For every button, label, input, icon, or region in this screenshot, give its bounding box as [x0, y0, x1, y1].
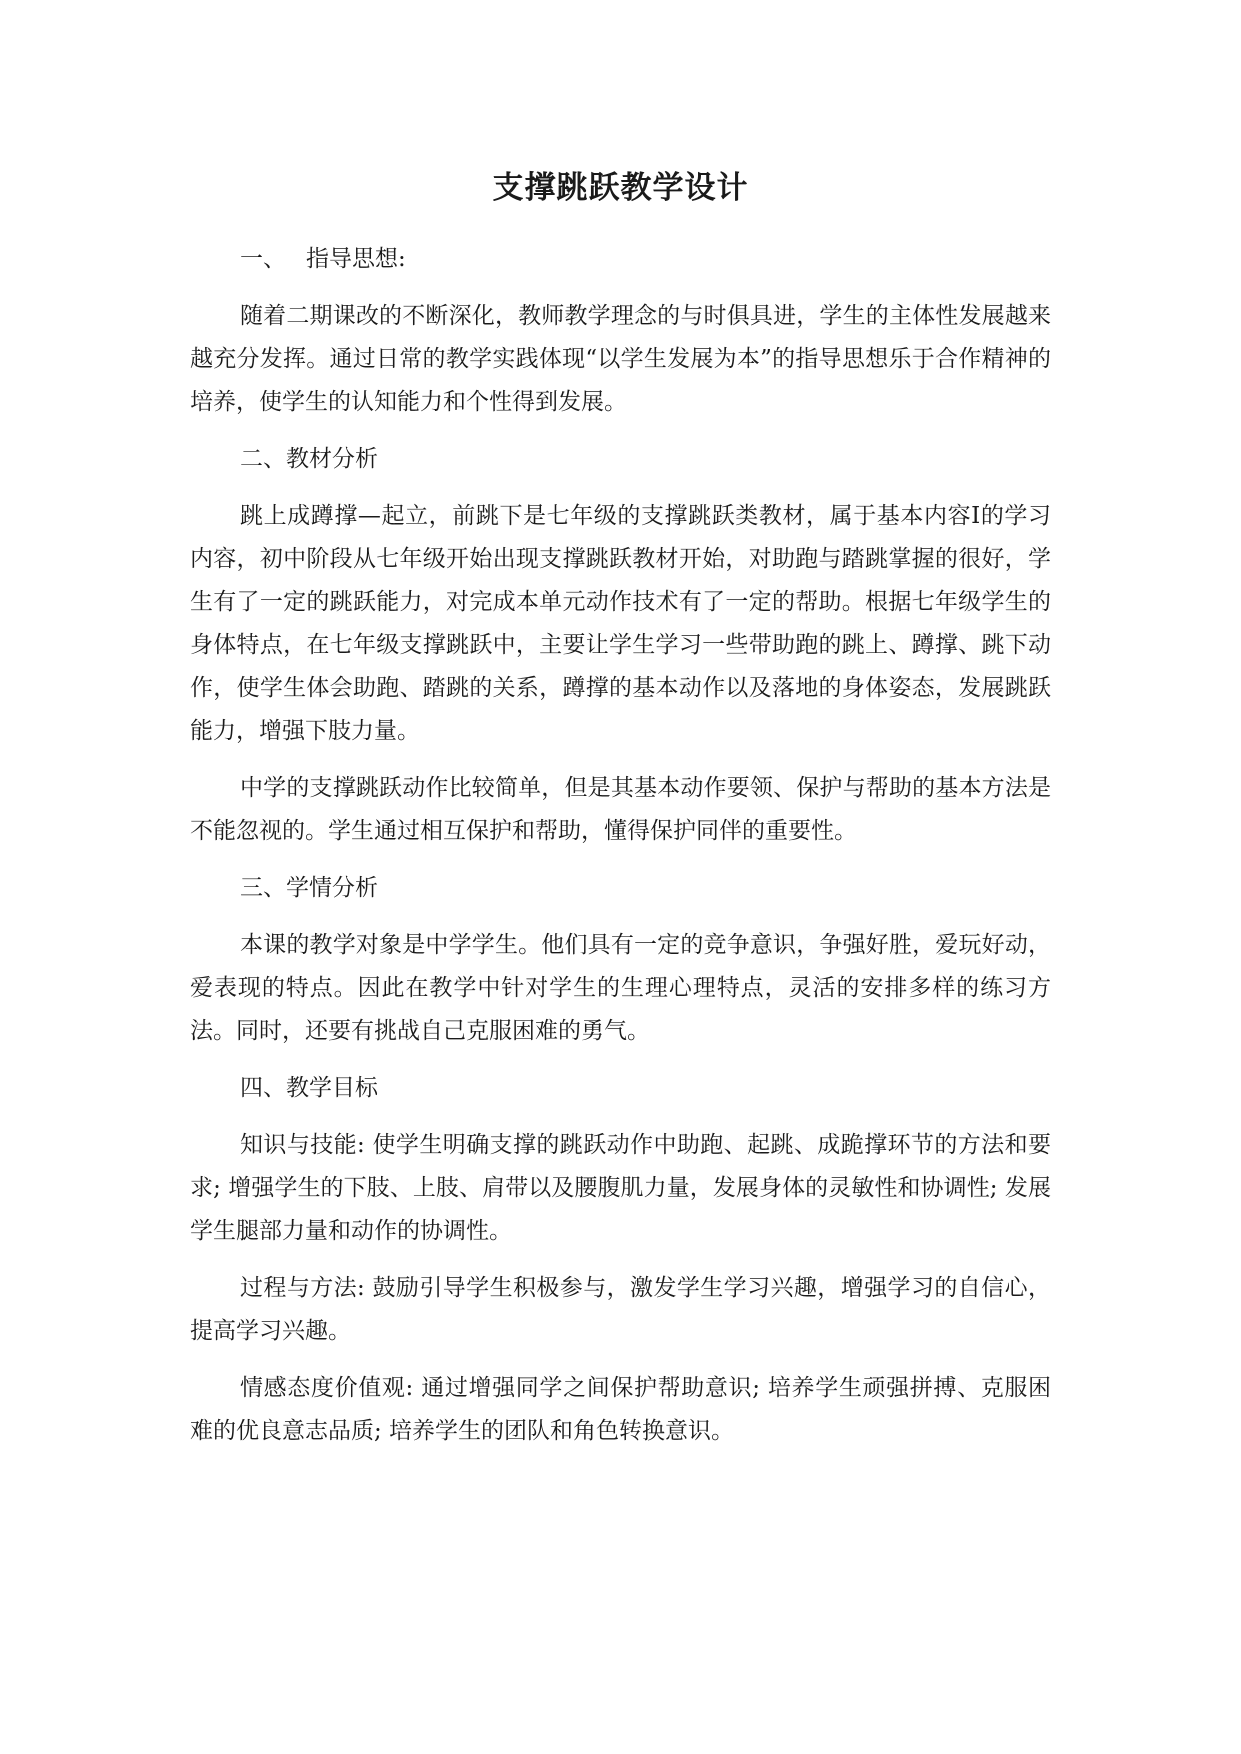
paragraph: 中学的支撑跳跃动作比较简单，但是其基本动作要领、保护与帮助的基本方法是不能忽视的。学生通过相互保护和帮助，懂得保护同伴的重要性。 — [190, 775, 1051, 844]
paragraph: 知识与技能: 使学生明确支撑的跳跃动作中助跑、起跳、成跪撑环节的方法和要求; 增强学生的下肢、上肢、肩带以及腰腹肌力量，发展身体的灵敏性和协调性; 发展学生腿部力量和动作的协调性。 — [190, 1132, 1051, 1244]
paragraph: 情感态度价值观: 通过增强同学之间保护帮助意识; 培养学生顽强拼搏、克服困难的优良意志品质; 培养学生的团队和角色转换意识。 — [190, 1375, 1051, 1444]
section-heading-text: 指导思想: — [306, 246, 406, 272]
paragraph: 本课的教学对象是中学学生。他们具有一定的竞争意识，争强好胜，爱玩好动，爱表现的特点。因此在教学中针对学生的生理心理特点，灵活的安排多样的练习方法。同时，还要有挑战自己克服困难的勇气。 — [190, 932, 1051, 1044]
section-heading-teaching-objectives: 四、教学目标 — [240, 1075, 378, 1101]
document-title: 支撑跳跃教学设计 — [492, 170, 749, 206]
paragraph: 跳上成蹲撑—起立，前跳下是七年级的支撑跳跃类教材，属于基本内容Ⅰ的学习内容，初中阶段从七年级开始出现支撑跳跃教材开始，对助跑与踏跳掌握的很好，学生有了一定的跳跃能力，对完成本单元动作技术有了一定的帮助。根据七年级学生的身体特点，在七年级支撑跳跃中，主要让学生学习一些带助跑的跳上、蹲撑、跳下动作，使学生体会助跑、踏跳的关系，蹲撑的基本动作以及落地的身体姿态，发展跳跃能力，增强下肢力量。 — [190, 503, 1051, 744]
section-heading-guiding-ideology — [190, 238, 1051, 281]
section-number: 一、 — [240, 246, 286, 272]
paragraph: 过程与方法: 鼓励引导学生积极参与，激发学生学习兴趣，增强学习的自信心，提高学习兴趣。 — [190, 1275, 1051, 1344]
section-heading-material-analysis: 二、教材分析 — [240, 446, 378, 472]
paragraph: 随着二期课改的不断深化，教师教学理念的与时俱具进，学生的主体性发展越来越充分发挥。通过日常的教学实践体现“以学生发展为本”的指导思想乐于合作精神的培养，使学生的认知能力和个性得到发展。 — [190, 303, 1051, 415]
document-body — [190, 238, 1051, 1467]
section-heading-student-analysis: 三、学情分析 — [240, 875, 378, 901]
